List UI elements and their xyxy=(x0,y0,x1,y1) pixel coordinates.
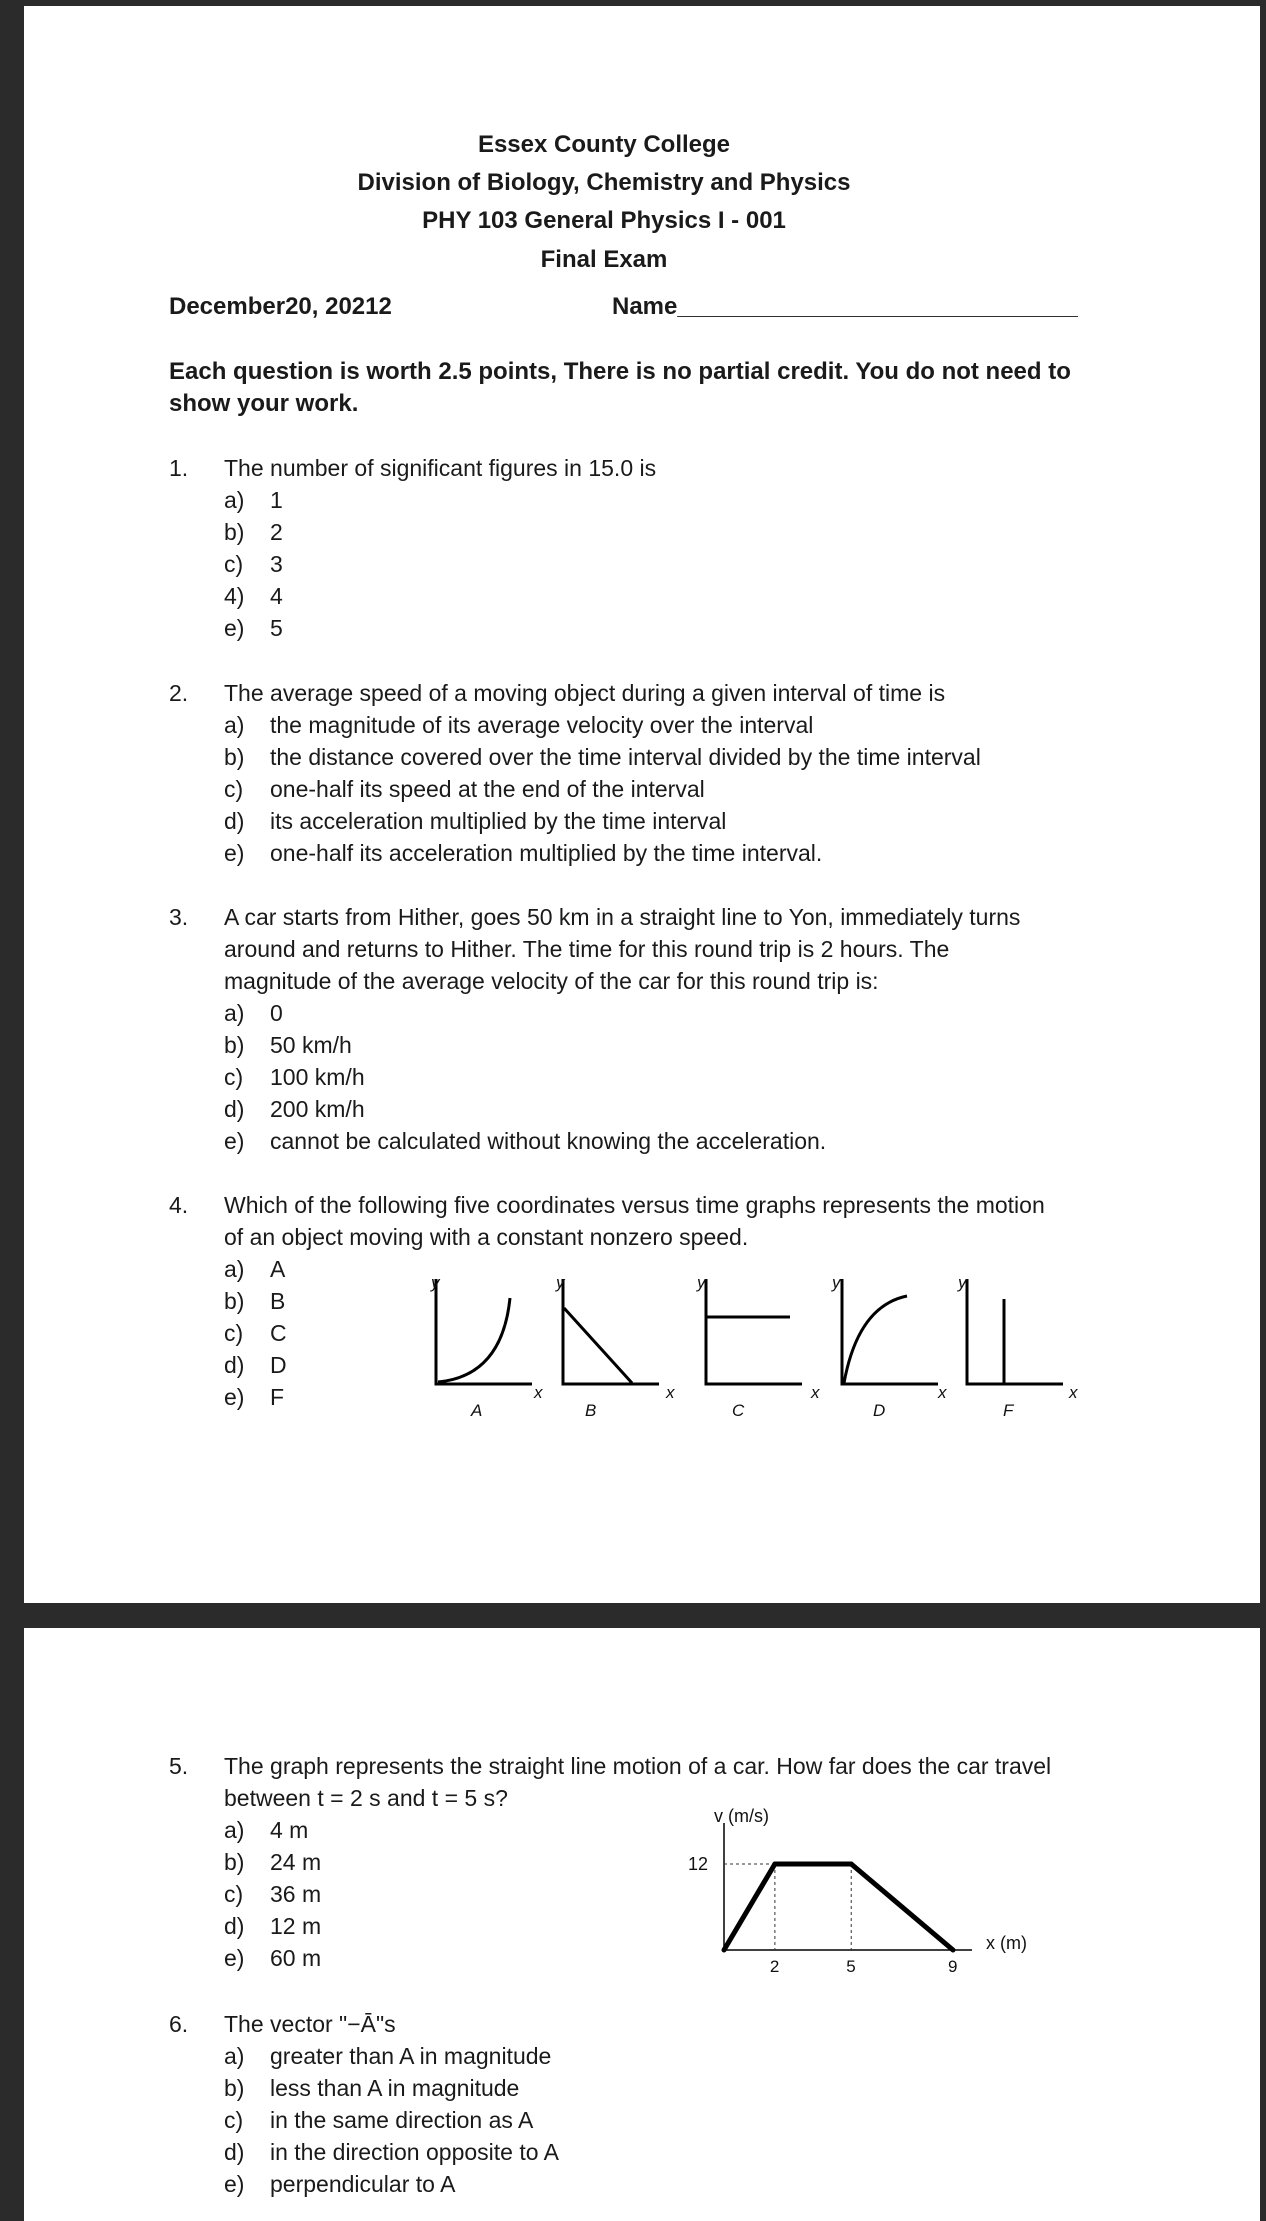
option-text: 50 km/h xyxy=(270,1032,352,1058)
graph-c-name: C xyxy=(732,1401,745,1420)
option-text: greater than A in magnitude xyxy=(270,2043,552,2069)
option-letter: c) xyxy=(224,776,244,802)
option-letter: d) xyxy=(224,808,245,834)
graph-f-y-label: y xyxy=(958,1273,967,1292)
graph-b-line xyxy=(564,1308,632,1383)
question-number: 1. xyxy=(169,455,189,481)
option-letter: c) xyxy=(224,2107,244,2133)
motion-graphs xyxy=(24,6,1260,1603)
graph-d-name: D xyxy=(873,1401,886,1420)
option-letter: b) xyxy=(224,519,245,545)
option-letter: a) xyxy=(224,1817,245,1843)
option-letter: b) xyxy=(224,744,245,770)
question-number: 3. xyxy=(169,904,189,930)
option-text: F xyxy=(270,1384,285,1410)
option-text: less than A in magnitude xyxy=(270,2075,520,2101)
option-text: in the same direction as A xyxy=(270,2107,534,2133)
option-a xyxy=(224,2040,551,2072)
option-letter: e) xyxy=(224,615,245,641)
option-letter: b) xyxy=(224,1288,245,1314)
question-text-line-1: Which of the following five coordinates versus time graphs represents the motion xyxy=(224,1192,1045,1218)
question-text-line-1: The graph represents the straight line motion of a car. How far does the car travel xyxy=(224,1753,1052,1779)
question-text: The average speed of a moving object during a given interval of time is xyxy=(224,680,946,706)
graph-a-curve xyxy=(438,1298,510,1382)
question-text-line-2: between t = 2 s and t = 5 s? xyxy=(224,1785,508,1811)
option-letter: a) xyxy=(224,1000,245,1026)
exam-date: December20, 20212 xyxy=(169,293,392,320)
option-text: one-half its speed at the end of the interval xyxy=(270,776,705,802)
option-d xyxy=(224,2136,559,2168)
x-tick-2: 2 xyxy=(769,1957,780,1976)
x-tick-9: 9 xyxy=(948,1957,958,1976)
graph-a-name: A xyxy=(471,1401,483,1420)
graph-f-x-label: x xyxy=(1069,1383,1078,1402)
graph-c-axes xyxy=(706,1279,802,1384)
option-text: 12 m xyxy=(270,1913,322,1939)
question-number: 2. xyxy=(169,680,189,706)
option-letter: c) xyxy=(224,1320,244,1346)
option-text: 4 m xyxy=(270,1817,309,1843)
exam-page-1 xyxy=(24,6,1260,1603)
graph-d-axes xyxy=(842,1279,938,1384)
option-text: cannot be calculated without knowing the acceleration. xyxy=(270,1128,827,1154)
velocity-graph xyxy=(24,1628,1260,2221)
option-letter: c) xyxy=(224,1064,244,1090)
graph-a-x-label: x xyxy=(534,1383,543,1402)
option-text: one-half its acceleration multiplied by the time interval. xyxy=(270,840,823,866)
option-letter: e) xyxy=(224,840,245,866)
y-tick-12: 12 xyxy=(688,1854,709,1874)
graph-a-y-label: y xyxy=(431,1273,440,1292)
option-text: 2 xyxy=(270,519,283,545)
graph-f-axes xyxy=(967,1279,1063,1384)
option-text: D xyxy=(270,1352,287,1378)
option-letter: d) xyxy=(224,1913,245,1939)
option-text: 36 m xyxy=(270,1881,322,1907)
option-letter: c) xyxy=(224,1881,244,1907)
option-text: 200 km/h xyxy=(270,1096,365,1122)
graph-c-y-label: y xyxy=(697,1273,706,1292)
division-name: Division of Biology, Chemistry and Physics xyxy=(357,169,851,196)
option-letter: 4) xyxy=(224,583,245,609)
option-text: C xyxy=(270,1320,287,1346)
graph-b-y-label: y xyxy=(556,1273,565,1292)
instructions: Each question is worth 2.5 points, There is no partial credit. You do not need to show your work. xyxy=(169,358,1071,417)
velocity-segment-3 xyxy=(851,1864,953,1950)
option-text: the magnitude of its average velocity over the interval xyxy=(270,712,814,738)
option-text: the distance covered over the time interval divided by the time interval xyxy=(270,744,981,770)
option-text: 1 xyxy=(270,487,283,513)
graph-b-x-label: x xyxy=(666,1383,675,1402)
option-letter: d) xyxy=(224,1352,245,1378)
option-letter: d) xyxy=(224,2139,245,2165)
x-axis-label: x (m) xyxy=(986,1933,1027,1953)
velocity-segment-1 xyxy=(724,1864,775,1950)
college-name: Essex County College xyxy=(477,131,731,158)
option-letter: a) xyxy=(224,712,245,738)
exam-title: Final Exam xyxy=(540,246,668,273)
option-letter: e) xyxy=(224,1945,245,1971)
option-letter: e) xyxy=(224,1384,245,1410)
graph-b-axes xyxy=(563,1279,659,1384)
option-text: its acceleration multiplied by the time interval xyxy=(270,808,727,834)
option-text: 60 m xyxy=(270,1945,322,1971)
question-text: The number of significant figures in 15.0 is xyxy=(224,455,657,481)
question-text: The vector "−Ā"s xyxy=(224,2011,396,2037)
option-text: 3 xyxy=(270,551,283,577)
option-text: 4 xyxy=(270,583,283,609)
y-axis-label: v (m/s) xyxy=(714,1806,769,1826)
course-title: PHY 103 General Physics I - 001 xyxy=(422,207,786,234)
option-b xyxy=(224,2072,519,2104)
question-text-line-2: of an object moving with a constant nonzero speed. xyxy=(224,1224,749,1250)
option-letter: b) xyxy=(224,1849,245,1875)
question-number: 6. xyxy=(169,2011,189,2037)
option-letter: a) xyxy=(224,487,245,513)
option-text: perpendicular to A xyxy=(270,2171,456,2197)
option-letter: b) xyxy=(224,1032,245,1058)
question-number: 4. xyxy=(169,1192,189,1218)
question-text-line-1: A car starts from Hither, goes 50 km in a straight line to Yon, immediately turns xyxy=(224,904,1021,930)
option-text: 100 km/h xyxy=(270,1064,365,1090)
graph-d-y-label: y xyxy=(832,1273,841,1292)
graph-a-axes xyxy=(436,1279,532,1384)
option-text: B xyxy=(270,1288,286,1314)
option-text: in the direction opposite to A xyxy=(270,2139,559,2165)
graph-d-curve xyxy=(844,1296,907,1383)
x-tick-5: 5 xyxy=(846,1957,856,1976)
graph-d-x-label: x xyxy=(938,1383,947,1402)
option-letter: c) xyxy=(224,551,244,577)
option-letter: a) xyxy=(224,2043,245,2069)
graph-f-name: F xyxy=(1003,1401,1014,1420)
option-c xyxy=(224,2104,533,2136)
question-number: 5. xyxy=(169,1753,189,1779)
option-letter: e) xyxy=(224,2171,245,2197)
option-letter: e) xyxy=(224,1128,245,1154)
option-text: A xyxy=(270,1256,286,1282)
graph-b-name: B xyxy=(585,1401,597,1420)
option-letter: d) xyxy=(224,1096,245,1122)
question-text-line-3: magnitude of the average velocity of the car for this round trip is: xyxy=(224,968,879,994)
option-letter: a) xyxy=(224,1256,245,1282)
option-text: 5 xyxy=(270,615,283,641)
question-text-line-2: around and returns to Hither. The time for this round trip is 2 hours. The xyxy=(224,936,950,962)
option-e xyxy=(224,2168,455,2200)
graph-c-x-label: x xyxy=(811,1383,820,1402)
option-letter: b) xyxy=(224,2075,245,2101)
name-field: Name______________________________ xyxy=(612,293,1078,320)
option-text: 0 xyxy=(270,1000,283,1026)
exam-page-2 xyxy=(24,1628,1260,2221)
option-text: 24 m xyxy=(270,1849,322,1875)
